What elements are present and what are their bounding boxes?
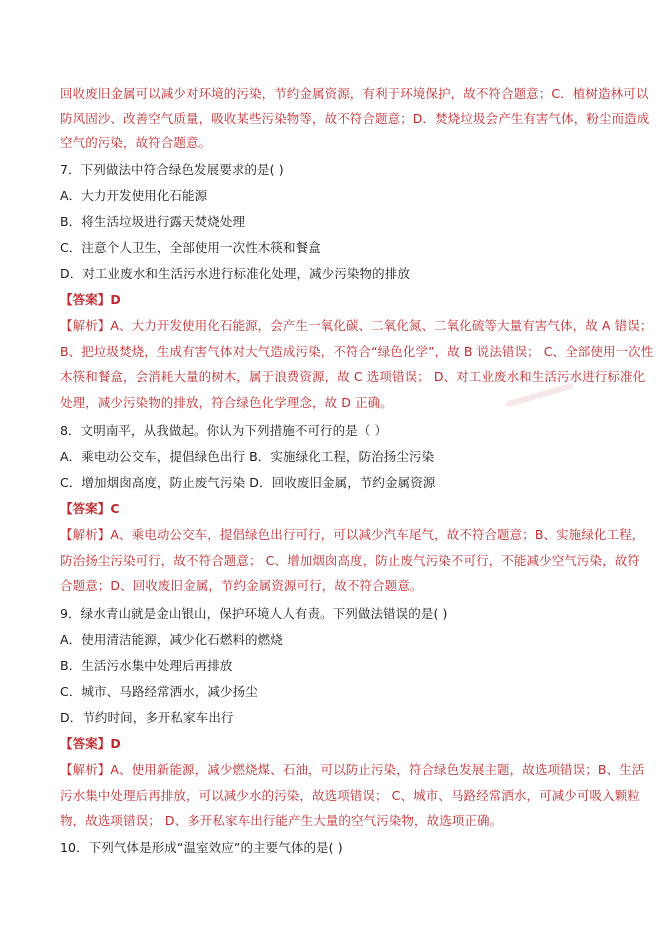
question-10-stem: 10．下列气体是形成“温室效应”的主要气体的是( ) xyxy=(60,840,343,855)
explanation-7-line-3: 木筷和餐盒，会消耗大量的树木，属于浪费资源，故 C 选项错误； D、对工业废水和生活污水进行标准化 xyxy=(60,369,646,384)
explanation-6-line-2: 防风固沙、改善空气质量，吸收某些污染物等，故不符合题意；D．焚烧垃圾会产生有害气体，粉尘而造成 xyxy=(60,111,650,126)
question-8-answer: 【答案】C xyxy=(60,501,120,516)
explanation-7-line-2: B、把垃圾焚烧，生成有害气体对大气造成污染，不符合“绿色化学”，故 B 说法错误； C、全部使用一次性 xyxy=(60,344,654,359)
question-9-answer: 【答案】D xyxy=(60,736,121,751)
explanation-6-line-3: 空气的污染，故符合题意。 xyxy=(60,135,212,150)
question-7-option-a: A．大力开发使用化石能源 xyxy=(60,188,208,203)
question-9-option-a: A．使用清洁能源，减少化石燃料的燃烧 xyxy=(60,632,283,647)
explanation-9-line-3: 物，故选项错误； D、多开私家车出行能产生大量的空气污染物，故选项正确。 xyxy=(60,813,503,828)
explanation-7-line-4: 处理，减少污染物的排放，符合绿色化学理念，故 D 正确。 xyxy=(60,395,393,410)
question-7-option-d: D．对工业废水和生活污水进行标准化处理，减少污染物的排放 xyxy=(60,266,410,281)
question-8-stem: 8．文明南平，从我做起。你认为下列措施不可行的是（ ） xyxy=(60,423,388,438)
question-9-option-b: B．生活污水集中处理后再排放 xyxy=(60,658,233,673)
explanation-8-line-3: 合题意；D、回收废旧金属，节约金属资源可行，故不符合题意。 xyxy=(60,578,423,593)
question-8-options-cd: C．增加烟囱高度，防止废气污染 D．回收废旧金属，节约金属资源 xyxy=(60,475,436,490)
explanation-9-line-1: 【解析】A、使用新能源，减少燃烧煤、石油，可以防止污染，符合绿色发展主题，故选项错误；B、生活 xyxy=(60,762,645,777)
question-9-stem: 9．绿水青山就是金山银山，保护环境人人有责。下列做法错误的是( ) xyxy=(60,606,448,621)
question-7-option-c: C．注意个人卫生，全部使用一次性木筷和餐盒 xyxy=(60,240,321,255)
explanation-7-line-1: 【解析】A、大力开发使用化石能源，会产生一氧化碳、二氧化氮、二氧化硫等大量有害气体，故 A 错误； xyxy=(60,318,653,333)
question-8-options-ab: A．乘电动公交车，提倡绿色出行 B．实施绿化工程，防治扬尘污染 xyxy=(60,449,435,464)
question-7-stem: 7．下列做法中符合绿色发展要求的是( ) xyxy=(60,162,284,177)
question-7-option-b: B．将生活垃圾进行露天焚烧处理 xyxy=(60,214,246,229)
explanation-9-line-2: 污水集中处理后再排放，可以减少水的污染，故选项错误； C、城市、马路经常洒水，可减少可吸入颗粒 xyxy=(60,788,640,803)
explanation-8-line-1: 【解析】A、乘电动公交车，提倡绿色出行可行，可以减少汽车尾气，故不符合题意；B、实施绿化工程， xyxy=(60,527,645,542)
explanation-8-line-2: 防治扬尘污染可行，故不符合题意； C、增加烟囱高度，防止废气污染不可行，不能减少空气污染，故符 xyxy=(60,553,640,568)
question-7-answer: 【答案】D xyxy=(60,292,121,307)
question-9-option-c: C．城市、马路经常洒水，减少扬尘 xyxy=(60,684,258,699)
question-9-option-d: D．节约时间，多开私家车出行 xyxy=(60,710,234,725)
explanation-6-line-1: 回收废旧金属可以减少对环境的污染，节约金属资源，有利于环境保护，故不符合题意；C．植树造林可以 xyxy=(60,86,649,101)
